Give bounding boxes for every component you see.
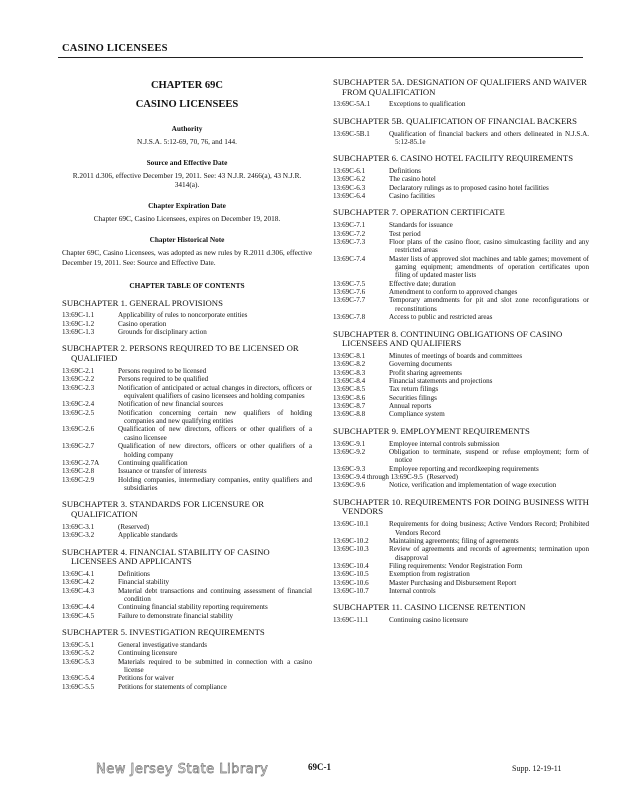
section-number: 13:69C-9.1 xyxy=(333,439,366,448)
toc-entry xyxy=(62,425,312,442)
section-number: 13:69C-5.3 xyxy=(62,657,95,666)
section-number: 13:69C-6.2 xyxy=(333,175,366,184)
subchapter-entries xyxy=(333,100,589,108)
toc-entry xyxy=(333,402,589,410)
subchapter-heading: SUBCHAPTER 5A. DESIGNATION OF QUALIFIERS AND WAIVER FROM QUALIFICATION xyxy=(333,77,587,97)
subchapter-entries xyxy=(62,641,312,691)
subchapter-heading: SUBCHAPTER 2. PERSONS REQUIRED TO BE LICENSED OR QUALIFIED xyxy=(62,343,299,364)
section-title: Continuing qualification xyxy=(118,458,188,467)
section-title: Petitions for statements of compliance xyxy=(118,682,227,691)
authority-heading: Authority xyxy=(171,124,203,133)
toc-entry xyxy=(333,175,589,183)
toc-entry xyxy=(62,641,312,649)
section-title: Casino facilities xyxy=(389,192,435,201)
toc-heading: CHAPTER TABLE OF CONTENTS xyxy=(129,280,245,290)
section-title: Filing requirements: Vendor Registration Form xyxy=(389,562,523,570)
section-number: 13:69C-7.2 xyxy=(333,229,366,238)
section-title: Floor plans of the casino floor, casino simulcasting facility and any restricted areas xyxy=(389,237,589,255)
section-title: Profit sharing agreements xyxy=(389,368,462,377)
expiration-heading: Chapter Expiration Date xyxy=(148,201,226,211)
section-number: 13:69C-10.7 xyxy=(333,587,369,596)
section-title: Financial statements and projections xyxy=(389,377,493,386)
toc-entry xyxy=(62,375,312,383)
subchapter-entries xyxy=(62,311,312,336)
section-title: Temporary amendments for pit and slot zone reconfigurations or reconstitutions xyxy=(389,296,589,313)
section-number: 13:69C-2.4 xyxy=(62,400,95,409)
subchapter-entries xyxy=(333,130,589,147)
toc-entry xyxy=(333,385,589,393)
chapter-name: CASINO LICENSEES xyxy=(135,99,239,110)
section-number: 13:69C-2.1 xyxy=(62,366,95,375)
toc-entry xyxy=(333,230,589,238)
toc-entry xyxy=(333,288,589,296)
running-head: CASINO LICENSEES xyxy=(62,43,168,54)
section-title: Materials required to be submitted in connection with a casino license xyxy=(118,657,312,674)
toc-entry xyxy=(62,674,312,682)
section-title: Applicable standards xyxy=(118,531,178,540)
section-number: 13:69C-8.3 xyxy=(333,368,366,377)
toc-entry xyxy=(333,570,589,578)
section-number: 13:69C-6.1 xyxy=(333,167,366,176)
subchapter-entries xyxy=(62,523,312,540)
section-title: Minutes of meetings of boards and committees xyxy=(389,351,523,360)
toc-entry xyxy=(62,328,312,336)
toc-entry xyxy=(333,481,589,489)
section-number: 13:69C-6.3 xyxy=(333,183,366,192)
section-title: Holding companies, intermediary companies, entity qualifiers and subsidiaries xyxy=(118,475,312,492)
section-title: Maintaining agreements; filing of agreements xyxy=(389,536,519,545)
toc-entry xyxy=(62,587,312,604)
section-number: 13:69C-7.8 xyxy=(333,313,366,322)
toc-entry xyxy=(333,377,589,385)
toc-entry xyxy=(333,448,589,465)
section-number: 13:69C-7.4 xyxy=(333,254,366,263)
section-number: 13:69C-9.3 xyxy=(333,464,366,473)
section-title: Securities filings xyxy=(389,393,437,402)
section-number: 13:69C-10.3 xyxy=(333,545,369,554)
page-number: 69C-1 xyxy=(308,762,331,772)
section-number: 13:69C-5.5 xyxy=(62,682,95,691)
section-title: Notification of new financial sources xyxy=(118,400,224,409)
section-number: 13:69C-1.3 xyxy=(62,328,95,337)
section-title: The casino hotel xyxy=(389,175,436,184)
section-title: Issuance or transfer of interests xyxy=(118,467,207,476)
toc-entry xyxy=(62,612,312,620)
section-number: 13:69C-7.5 xyxy=(333,279,366,288)
section-title: (Reserved) xyxy=(426,473,458,482)
section-number: 13:69C-5A.1 xyxy=(333,100,371,109)
section-title: Financial stability xyxy=(118,578,170,587)
toc-entry xyxy=(333,473,589,481)
toc-entry xyxy=(333,130,589,147)
toc-entry xyxy=(62,367,312,375)
section-number: 13:69C-3.1 xyxy=(62,522,95,531)
toc-entry xyxy=(333,313,589,321)
section-number: 13:69C-4.1 xyxy=(62,569,95,578)
toc-entry xyxy=(333,465,589,473)
section-title: Qualification of new directors, officers or other qualifiers of a holding company xyxy=(118,442,312,459)
section-title: Grounds for disciplinary action xyxy=(118,328,207,337)
section-number: 13:69C-2.2 xyxy=(62,375,95,384)
section-title: Material debt transactions and continuing assessment of financial condition xyxy=(118,586,312,604)
section-title: Declaratory rulings as to proposed casino hotel facilities xyxy=(389,183,549,192)
section-title: Notification concerning certain new qualifiers of holding companies and new qualifying entities xyxy=(118,408,312,426)
toc-entry xyxy=(333,100,589,108)
history-text: Chapter 69C, Casino Licensees, was adopted as new rules by R.2011 d.306, effective December 19, 2011. See: Source and Effective Date. xyxy=(62,248,312,267)
section-title: Continuing financial stability reporting requirements xyxy=(118,603,268,612)
section-title: Continuing licensure xyxy=(118,649,178,658)
section-number: 13:69C-4.4 xyxy=(62,603,95,612)
subchapter-heading: SUBCHAPTER 5. INVESTIGATION REQUIREMENTS xyxy=(62,627,265,638)
section-title: Notification of anticipated or actual changes in directors, officers or equivalent qualifiers of casino licensees and holding companies xyxy=(118,383,312,401)
section-number: 13:69C-5B.1 xyxy=(333,129,370,138)
toc-entry xyxy=(62,320,312,328)
section-title: Compliance system xyxy=(389,410,445,419)
subchapter-heading: SUBCHAPTER 10. REQUIREMENTS FOR DOING BUSINESS WITH VENDORS xyxy=(333,496,589,517)
section-number: 13:69C-8.2 xyxy=(333,360,366,369)
toc-entry xyxy=(333,440,589,448)
subchapter-heading: SUBCHAPTER 1. GENERAL PROVISIONS xyxy=(62,297,223,308)
toc-entry xyxy=(333,167,589,175)
toc-entry xyxy=(333,192,589,200)
section-title: Employee internal controls submission xyxy=(389,439,500,448)
subchapter-heading: SUBCHAPTER 7. OPERATION CERTIFICATE xyxy=(333,207,505,218)
section-title: Annual reports xyxy=(389,402,432,411)
toc-entry xyxy=(333,184,589,192)
header-rule xyxy=(58,57,583,58)
section-title: Governing documents xyxy=(389,360,452,369)
toc-entry xyxy=(62,683,312,691)
source-text: R.2011 d.306, effective December 19, 2011. See: 43 N.J.R. 2466(a), 43 N.J.R. 3414(a). xyxy=(72,171,302,190)
toc-entry xyxy=(62,384,312,401)
section-title: Failure to demonstrate financial stability xyxy=(118,611,234,620)
subchapter-entries xyxy=(62,570,312,620)
section-title: Exceptions to qualification xyxy=(389,100,466,109)
section-number: 13:69C-10.5 xyxy=(333,570,369,579)
section-title: Obligation to terminate, suspend or refuse employment; form of notice xyxy=(389,447,589,465)
section-number: 13:69C-8.1 xyxy=(333,351,366,360)
history-heading: Chapter Historical Note xyxy=(149,235,225,245)
section-number: 13:69C-8.5 xyxy=(333,385,366,394)
section-number: 13:69C-8.8 xyxy=(333,410,366,419)
section-number: 13:69C-3.2 xyxy=(62,531,95,540)
section-title: Definitions xyxy=(389,167,421,176)
subchapter-entries xyxy=(333,440,589,490)
section-number: 13:69C-9.2 xyxy=(333,447,366,456)
subchapter-heading: SUBCHAPTER 11. CASINO LICENSE RETENTION xyxy=(333,602,526,613)
section-number: 13:69C-2.9 xyxy=(62,475,95,484)
section-number: 13:69C-10.2 xyxy=(333,536,369,545)
section-number: 13:69C-2.7 xyxy=(62,442,95,451)
section-number: 13:69C-11.1 xyxy=(333,616,369,625)
section-title: Casino operation xyxy=(118,319,167,328)
toc-entry xyxy=(333,360,589,368)
toc-entry xyxy=(333,537,589,545)
section-title: Applicability of rules to noncorporate entities xyxy=(118,311,248,320)
subchapter-heading: SUBCHAPTER 6. CASINO HOTEL FACILITY REQUIREMENTS xyxy=(333,153,574,164)
section-title: Test period xyxy=(389,229,421,238)
section-title: General investigative standards xyxy=(118,640,208,649)
toc-entry xyxy=(333,221,589,229)
section-number: 13:69C-2.7A xyxy=(62,458,100,467)
toc-entry xyxy=(333,587,589,595)
toc-entry xyxy=(62,649,312,657)
section-number: 13:69C-10.4 xyxy=(333,562,369,570)
toc-entry xyxy=(62,459,312,467)
section-title: Internal controls xyxy=(389,587,436,596)
section-number: 13:69C-7.1 xyxy=(333,221,366,230)
section-number: 13:69C-9.6 xyxy=(333,481,366,490)
section-title: Standards for issuance xyxy=(389,221,453,230)
subchapter-entries xyxy=(62,367,312,492)
expiration-text: Chapter 69C, Casino Licensees, expires on December 19, 2018. xyxy=(93,214,281,224)
section-number: 13:69C-2.8 xyxy=(62,467,95,476)
toc-entry xyxy=(62,400,312,408)
toc-entry xyxy=(62,578,312,586)
toc-entry xyxy=(333,255,589,280)
section-title: Persons required to be licensed xyxy=(118,366,207,375)
section-number: 13:69C-4.5 xyxy=(62,611,95,620)
section-title: Persons required to be qualified xyxy=(118,375,209,384)
source-heading: Source and Effective Date xyxy=(146,158,228,168)
section-title: Qualification of new directors, officers or other qualifiers of a casino licensee xyxy=(118,425,312,442)
toc-entry xyxy=(62,442,312,459)
section-title: (Reserved) xyxy=(118,522,150,531)
subchapter-entries xyxy=(333,520,589,595)
toc-entry xyxy=(333,562,589,570)
section-title: Notice, verification and implementation of wage execution xyxy=(389,481,557,490)
subchapter-heading: SUBCHAPTER 5B. QUALIFICATION OF FINANCIAL BACKERS xyxy=(333,115,577,126)
subchapter-heading: SUBCHAPTER 4. FINANCIAL STABILITY OF CASINO LICENSEES AND APPLICANTS xyxy=(62,546,270,567)
toc-entry xyxy=(62,603,312,611)
toc-entry xyxy=(333,410,589,418)
section-number: 13:69C-5.1 xyxy=(62,640,95,649)
section-number: 13:69C-8.6 xyxy=(333,393,366,402)
toc-entry xyxy=(333,238,589,255)
section-number: 13:69C-7.6 xyxy=(333,288,366,297)
section-number: 13:69C-7.7 xyxy=(333,296,366,305)
section-number: 13:69C-1.2 xyxy=(62,319,95,328)
section-number: 13:69C-1.1 xyxy=(62,311,95,320)
section-number: 13:69C-4.3 xyxy=(62,586,95,595)
toc-entry xyxy=(62,658,312,675)
section-title: Amendment to conform to approved changes xyxy=(389,288,518,297)
section-number: 13:69C-2.3 xyxy=(62,383,95,392)
section-title: Qualification of financial backers and others delineated in N.J.S.A. 5:12-85.1e xyxy=(389,129,589,146)
subchapter-heading: SUBCHAPTER 3. STANDARDS FOR LICENSURE OR QUALIFICATION xyxy=(62,499,265,520)
toc-entry xyxy=(333,579,589,587)
chapter-number: CHAPTER 69C xyxy=(150,80,224,91)
toc-entry xyxy=(333,369,589,377)
toc-entry xyxy=(62,409,312,426)
authority-text: N.J.S.A. 5:12-69, 70, 76, and 144. xyxy=(137,137,237,146)
subchapter-entries xyxy=(333,167,589,200)
section-number: 13:69C-10.6 xyxy=(333,578,369,587)
section-title: Petitions for waiver xyxy=(118,674,174,683)
toc-entry xyxy=(333,296,589,313)
right-column xyxy=(333,78,589,625)
toc-entry xyxy=(333,520,589,537)
section-number: 13:69C-8.4 xyxy=(333,377,366,386)
section-title: Effective date; duration xyxy=(389,279,456,288)
toc-entry xyxy=(62,311,312,319)
toc-entry xyxy=(333,394,589,402)
section-title: Review of agreements and records of agreements; termination upon disapproval xyxy=(389,545,589,562)
left-toc xyxy=(62,299,312,691)
toc-entry xyxy=(333,545,589,562)
section-number: 13:69C-6.4 xyxy=(333,192,366,201)
section-number: 13:69C-2.5 xyxy=(62,408,95,417)
toc-entry xyxy=(62,467,312,475)
section-title: Access to public and restricted areas xyxy=(389,313,493,322)
section-title: Requirements for doing business; Active Vendors Record; Prohibited Vendors Record xyxy=(389,520,589,537)
supplement-date: Supp. 12-19-11 xyxy=(512,764,562,773)
toc-entry xyxy=(333,616,589,624)
section-title: Exemption from registration xyxy=(389,570,470,579)
section-title: Master lists of approved slot machines and table games; movement of gaming equipment; amendments of operation certificates upon filing of updated master lists xyxy=(389,254,589,280)
section-number: 13:69C-5.4 xyxy=(62,674,95,683)
toc-entry xyxy=(333,280,589,288)
toc-entry xyxy=(62,570,312,578)
section-number: 13:69C-9.4 through 13:69C-9.5 xyxy=(333,473,423,482)
section-title: Continuing casino licensure xyxy=(389,616,469,625)
subchapter-heading: SUBCHAPTER 9. EMPLOYMENT REQUIREMENTS xyxy=(333,425,530,436)
subchapter-heading: SUBCHAPTER 8. CONTINUING OBLIGATIONS OF CASINO LICENSEES AND QUALIFIERS xyxy=(333,328,563,349)
section-number: 13:69C-5.2 xyxy=(62,649,95,658)
section-number: 13:69C-2.6 xyxy=(62,425,95,434)
toc-entry xyxy=(62,476,312,493)
section-number: 13:69C-4.2 xyxy=(62,578,95,587)
subchapter-entries xyxy=(333,221,589,321)
section-number: 13:69C-8.7 xyxy=(333,402,366,411)
section-number: 13:69C-10.1 xyxy=(333,520,369,529)
toc-entry xyxy=(62,523,312,531)
right-toc xyxy=(333,78,589,625)
toc-entry xyxy=(62,531,312,539)
library-watermark: New Jersey State Library xyxy=(96,762,269,777)
section-title: Definitions xyxy=(118,569,150,578)
section-title: Employee reporting and recordkeeping requirements xyxy=(389,464,539,473)
toc-entry xyxy=(333,352,589,360)
left-column xyxy=(62,78,312,691)
section-number: 13:69C-7.3 xyxy=(333,237,366,246)
subchapter-entries xyxy=(333,616,589,624)
section-title: Master Purchasing and Disbursement Report xyxy=(389,578,517,587)
subchapter-entries xyxy=(333,352,589,419)
section-title: Tax return filings xyxy=(389,385,439,394)
